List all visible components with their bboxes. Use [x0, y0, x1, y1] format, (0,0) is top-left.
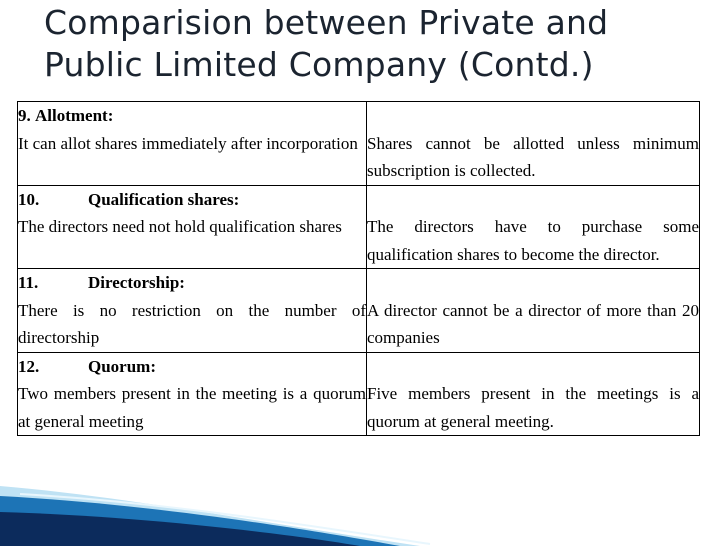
row-number: 10.	[18, 189, 40, 209]
table-row-header	[18, 352, 700, 380]
row-heading-cell	[18, 269, 367, 297]
table-row-header	[18, 269, 700, 297]
private-company-cell: Two members present in the meeting is a quorum at general meeting	[18, 380, 367, 436]
public-company-cell: A director cannot be a director of more than 20 companies	[367, 297, 700, 353]
private-company-cell: The directors need not hold qualification shares	[18, 213, 367, 269]
row-heading-empty-cell	[367, 269, 700, 297]
public-company-cell: The directors have to purchase some qualification shares to become the director.	[367, 213, 700, 269]
row-heading-empty-cell	[367, 352, 700, 380]
public-company-cell: Five members present in the meetings is a quorum at general meeting.	[367, 380, 700, 436]
row-heading-cell	[18, 352, 367, 380]
table-row	[18, 213, 700, 269]
row-heading-empty-cell	[367, 185, 700, 213]
comparison-table	[17, 101, 700, 436]
row-label: Directorship:	[88, 273, 185, 292]
table-row	[18, 297, 700, 353]
row-heading-empty-cell	[367, 102, 700, 130]
table-row	[18, 130, 700, 186]
slide-title	[44, 2, 704, 86]
table-row-header	[18, 185, 700, 213]
row-label: Qualification shares:	[88, 189, 240, 209]
row-label: Quorum:	[88, 356, 156, 376]
decorative-swoosh	[0, 456, 728, 546]
table-row-header	[18, 102, 700, 130]
public-company-cell: Shares cannot be allotted unless minimum subscription is collected.	[367, 130, 700, 186]
row-label: Allotment:	[35, 106, 114, 125]
row-number: 12.	[18, 356, 40, 376]
row-heading-cell	[18, 185, 367, 213]
slide-title-line-2: Public Limited Company (Contd.)	[44, 45, 594, 84]
table-row	[18, 380, 700, 436]
slide-title-line-1: Comparision between Private and	[44, 3, 609, 42]
private-company-cell: It can allot shares immediately after incorporation	[18, 130, 367, 186]
private-company-cell: There is no restriction on the number of directorship	[18, 297, 367, 353]
row-number: 11.	[18, 273, 39, 292]
row-heading-cell	[18, 102, 367, 130]
row-number: 9.	[18, 106, 31, 125]
